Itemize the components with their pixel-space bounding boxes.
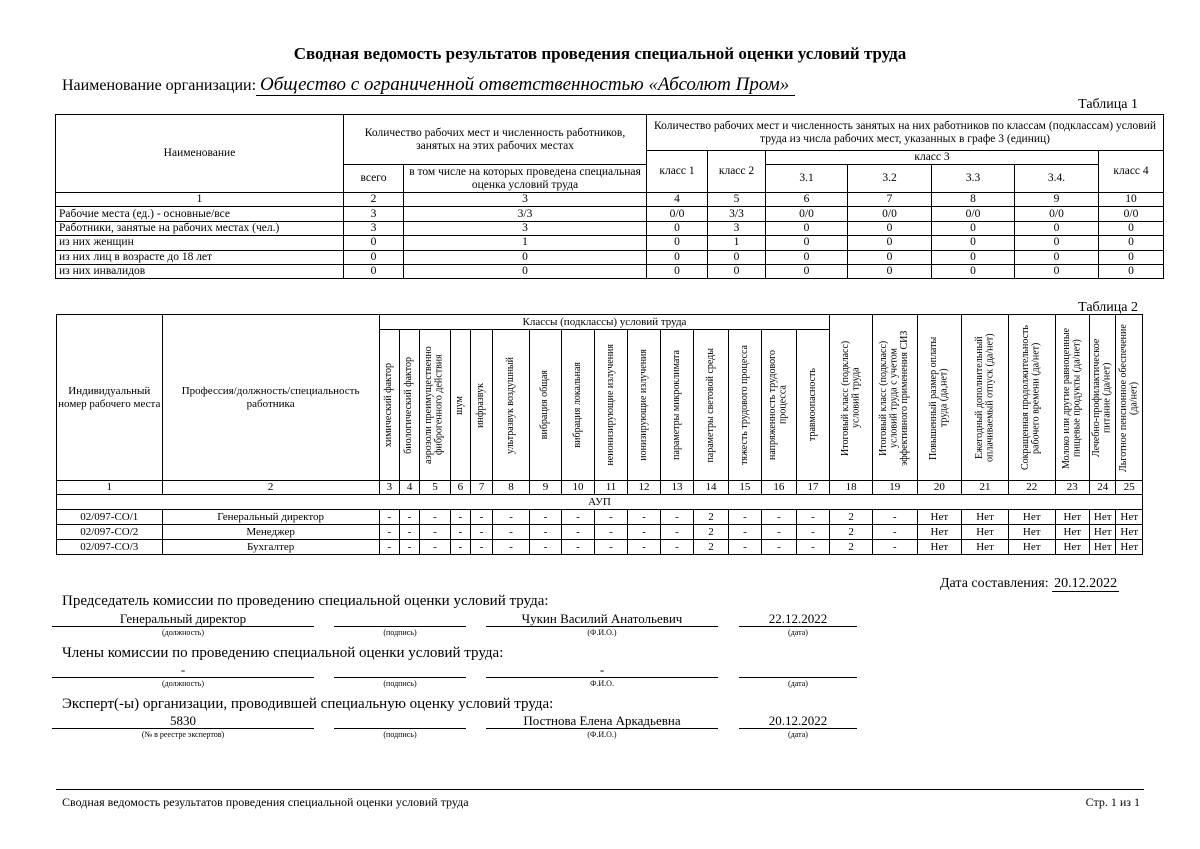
t2-column-number: 5 [420, 481, 450, 495]
members-name: - [486, 662, 718, 678]
t2-column-number: 13 [660, 481, 693, 495]
t2-column-number: 7 [470, 481, 492, 495]
t1-cell: 0 [1099, 250, 1164, 264]
t2-cell: - [628, 510, 660, 525]
t2-cell: Нет [962, 525, 1009, 540]
t1-cell: 0 [647, 250, 708, 264]
t2-cell: - [529, 525, 561, 540]
chair-heading: Председатель комиссии по проведению специальной оценки условий труда: [62, 593, 549, 609]
t1-cell: 0 [932, 250, 1015, 264]
t2-column-number: 4 [399, 481, 419, 495]
t2-header-extra-1: Итоговый класс (подкласс) условий труда [830, 315, 873, 481]
t2-column-number: 9 [529, 481, 561, 495]
compiled-date-value: 20.12.2022 [1054, 576, 1118, 591]
t2-cell: - [660, 525, 693, 540]
t2-header-factor: напряженность трудового процесса [762, 330, 797, 481]
t2-table-row [57, 510, 1143, 525]
members-cap-sign: (подпись) [383, 679, 417, 688]
t2-cell: - [420, 540, 450, 555]
t2-cell: - [594, 510, 627, 525]
t2-column-number: 16 [762, 481, 797, 495]
expert-reg-no: 5830 [52, 713, 314, 729]
t1-cell: 3 [708, 221, 766, 235]
t2-cell: Нет [1008, 540, 1055, 555]
t1-cell: 3 [344, 207, 404, 221]
t2-cell: - [728, 510, 761, 525]
t2-header-id: Индивидуальный номер рабочего места [57, 315, 163, 481]
t1-cell: 0 [708, 264, 766, 278]
t1-cell: 0 [1015, 221, 1099, 235]
t1-cell: 0/0 [932, 207, 1015, 221]
t2-column-number: 3 [379, 481, 399, 495]
t1-cell: 0 [647, 221, 708, 235]
t2-cell: - [628, 540, 660, 555]
t2-workplace-id: 02/097-СО/1 [57, 510, 163, 525]
t1-cell: 0/0 [766, 207, 848, 221]
t2-column-number: 25 [1116, 481, 1143, 495]
t2-column-number: 21 [962, 481, 1009, 495]
t1-cell: 0/0 [1015, 207, 1099, 221]
t2-cell: - [796, 510, 830, 525]
expert-signature [334, 713, 466, 729]
t1-cell: 0 [848, 250, 932, 264]
t2-column-number: 2 [162, 481, 379, 495]
t1-header-3-4: 3.4. [1015, 165, 1099, 193]
compiled-date [940, 576, 1119, 592]
t2-profession: Генеральный директор [162, 510, 379, 525]
t1-column-number: 6 [766, 193, 848, 207]
t2-cell: Нет [917, 525, 962, 540]
t2-header-factor: вибрация локальная [562, 330, 594, 481]
t1-column-number: 2 [344, 193, 404, 207]
t2-header-factor: неионизирующие излучения [594, 330, 627, 481]
t1-cell: 0 [1015, 236, 1099, 250]
members-position: - [52, 662, 314, 678]
expert-heading: Эксперт(-ы) организации, проводившей специальную оценку условий труда: [62, 696, 554, 712]
t2-cell: Нет [917, 540, 962, 555]
t2-workplace-id: 02/097-СО/2 [57, 525, 163, 540]
t2-header-factor: травмоопасность [796, 330, 830, 481]
t1-column-number: 8 [932, 193, 1015, 207]
members-date [739, 662, 857, 678]
t1-cell: 0 [932, 236, 1015, 250]
t1-row-label: из них женщин [56, 236, 344, 250]
t2-header-factor: ультразвук воздушный [493, 330, 530, 481]
t2-header-factor: тяжесть трудового процесса [728, 330, 761, 481]
t2-cell: - [594, 540, 627, 555]
t1-header-count: Количество рабочих мест и численность работников, занятых на этих рабочих местах [344, 115, 647, 165]
t2-cell: - [493, 510, 530, 525]
t2-header-factor: параметры микроклимата [660, 330, 693, 481]
t2-cell: 2 [830, 525, 873, 540]
t2-cell: - [872, 540, 917, 555]
t2-column-number: 24 [1090, 481, 1116, 495]
compiled-date-label: Дата составления: [940, 576, 1049, 591]
t2-cell: - [450, 525, 470, 540]
t1-cell: 1 [708, 236, 766, 250]
chair-cap-position: (должность) [162, 628, 204, 637]
expert-date: 20.12.2022 [739, 713, 857, 729]
t1-cell: 0/0 [647, 207, 708, 221]
t2-column-number: 6 [450, 481, 470, 495]
expert-name: Постнова Елена Аркадьевна [486, 713, 718, 729]
workplaces-table [56, 314, 1143, 555]
t1-cell: 1 [404, 236, 647, 250]
chair-position: Генеральный директор [52, 611, 314, 627]
t1-column-number: 3 [404, 193, 647, 207]
t2-cell: 2 [830, 510, 873, 525]
t2-cell: 2 [694, 540, 729, 555]
t1-cell: 0 [1099, 236, 1164, 250]
t2-cell: - [450, 540, 470, 555]
t2-cell: - [628, 525, 660, 540]
t2-cell: - [529, 510, 561, 525]
t2-workplace-id: 02/097-СО/3 [57, 540, 163, 555]
t2-cell: Нет [1008, 525, 1055, 540]
t1-cell: 0/0 [1099, 207, 1164, 221]
t2-header-factor: инфразвук [470, 330, 492, 481]
chair-name: Чукин Василий Анатольевич [486, 611, 718, 627]
t2-header-factor: химический фактор [379, 330, 399, 481]
t1-column-number: 1 [56, 193, 344, 207]
t2-cell: - [379, 510, 399, 525]
t2-cell: Нет [1055, 525, 1090, 540]
t2-header-extra-7: Лечебно-профилактическое питание (да/нет) [1090, 315, 1116, 481]
t1-cell: 0 [932, 221, 1015, 235]
t1-cell: 0 [708, 250, 766, 264]
t2-header-extra-8: Льготное пенсионное обеспечение (да/нет) [1116, 315, 1143, 481]
t2-header-factor: вибрация общая [529, 330, 561, 481]
page-number: Стр. 1 из 1 [1085, 795, 1140, 809]
t2-column-number: 23 [1055, 481, 1090, 495]
t1-column-number: 9 [1015, 193, 1099, 207]
t2-cell: - [660, 540, 693, 555]
t2-cell: 2 [694, 510, 729, 525]
expert-cap-date: (дата) [788, 730, 808, 739]
t2-cell: - [493, 540, 530, 555]
t2-cell: - [594, 525, 627, 540]
t2-cell: - [728, 525, 761, 540]
t1-cell: 0 [647, 236, 708, 250]
t1-cell: 0 [848, 221, 932, 235]
t1-column-number: 5 [708, 193, 766, 207]
t2-header-extra-3: Повышенный размер оплаты труда (да,нет) [917, 315, 962, 481]
t2-cell: - [399, 510, 419, 525]
t2-cell: - [562, 540, 594, 555]
page-title: Сводная ведомость результатов проведения специальной оценки условий труда [293, 44, 907, 63]
t1-cell: 0 [1099, 264, 1164, 278]
t1-cell: 0 [848, 264, 932, 278]
t1-cell: 0 [766, 264, 848, 278]
t2-cell: - [470, 540, 492, 555]
t2-cell: 2 [830, 540, 873, 555]
t2-cell: - [562, 525, 594, 540]
t2-cell: - [379, 540, 399, 555]
t2-column-number: 14 [694, 481, 729, 495]
t2-cell: - [872, 510, 917, 525]
t1-header-3-3: 3.3 [932, 165, 1015, 193]
t2-column-number: 12 [628, 481, 660, 495]
t2-cell: Нет [1055, 510, 1090, 525]
t2-header-extra-6: Молоко или другие равноценные пищевые продукты (да/нет) [1055, 315, 1090, 481]
t2-column-number: 18 [830, 481, 873, 495]
t2-cell: - [762, 510, 797, 525]
t1-cell: 3 [344, 221, 404, 235]
t1-table-row [56, 236, 1164, 250]
t2-cell: - [420, 525, 450, 540]
table2-caption: Таблица 2 [1078, 300, 1138, 315]
t2-table-row [57, 540, 1143, 555]
t1-cell: 0 [766, 221, 848, 235]
t2-column-number: 19 [872, 481, 917, 495]
t1-cell: 0 [932, 264, 1015, 278]
t2-group-row: АУП [57, 495, 1143, 510]
t2-cell: - [728, 540, 761, 555]
t1-header-class2: класс 2 [708, 151, 766, 193]
t2-header-classes: Классы (подклассы) условий труда [379, 315, 830, 330]
t1-header-assessed: в том числе на которых проведена специальная оценка условий труда [404, 165, 647, 193]
t1-cell: 3/3 [708, 207, 766, 221]
t2-column-number: 15 [728, 481, 761, 495]
t2-cell: - [420, 510, 450, 525]
t2-cell: Нет [1090, 510, 1116, 525]
t1-header-classes: Количество рабочих мест и численность занятых на них работников по классам (подклассам) условий труда из числа рабочих мест, указанных в графе 3 (единиц) [647, 115, 1164, 151]
t1-cell: 0 [344, 250, 404, 264]
t2-cell: - [399, 540, 419, 555]
t1-cell: 0 [766, 250, 848, 264]
t2-header-factor: аэрозоли преимущественно фиброгенного действия [420, 330, 450, 481]
t1-cell: 0 [1015, 250, 1099, 264]
t2-cell: - [796, 540, 830, 555]
members-cap-position: (должность) [162, 679, 204, 688]
chair-signature [334, 611, 466, 627]
t1-cell: 0 [647, 264, 708, 278]
t1-table-row [56, 221, 1164, 235]
t2-cell: - [470, 525, 492, 540]
t1-table-row [56, 264, 1164, 278]
t1-header-class4: класс 4 [1099, 151, 1164, 193]
t1-cell: 3 [404, 221, 647, 235]
organization-line [62, 74, 795, 96]
t2-cell: - [660, 510, 693, 525]
t2-cell: - [762, 540, 797, 555]
chair-cap-date: (дата) [788, 628, 808, 637]
t1-cell: 0 [848, 236, 932, 250]
t1-cell: 0 [766, 236, 848, 250]
t2-cell: Нет [1055, 540, 1090, 555]
t2-header-extra-4: Ежегодный дополнительный оплачиваемый отпуск (да/нет) [962, 315, 1009, 481]
t1-cell: 0 [1099, 221, 1164, 235]
t1-header-name: Наименование [56, 115, 344, 193]
members-signature [334, 662, 466, 678]
t1-cell: 0 [404, 250, 647, 264]
t2-cell: 2 [694, 525, 729, 540]
t2-cell: - [450, 510, 470, 525]
organization-label: Наименование организации: [62, 77, 257, 94]
t1-header-3-2: 3.2 [848, 165, 932, 193]
summary-table [55, 114, 1164, 279]
t1-cell: 0 [344, 264, 404, 278]
t2-cell: - [493, 525, 530, 540]
table1-caption: Таблица 1 [1078, 97, 1138, 112]
t1-table-row [56, 207, 1164, 221]
t1-row-label: из них инвалидов [56, 264, 344, 278]
t1-row-label: Рабочие места (ед.) - основные/все [56, 207, 344, 221]
t1-row-label: Работники, занятые на рабочих местах (чел.) [56, 221, 344, 235]
t1-header-3-1: 3.1 [766, 165, 848, 193]
t2-cell: - [872, 525, 917, 540]
t1-cell: 0 [404, 264, 647, 278]
expert-cap-sign: (подпись) [383, 730, 417, 739]
t1-column-number: 7 [848, 193, 932, 207]
t2-cell: Нет [1008, 510, 1055, 525]
expert-cap-reg: (№ в реестре экспертов) [141, 730, 225, 739]
t2-cell: - [399, 525, 419, 540]
t2-cell: - [379, 525, 399, 540]
t2-cell: Нет [1116, 525, 1143, 540]
organization-name: Общество с ограниченной ответственностью «Абсолют Пром» [256, 74, 795, 96]
t2-column-number: 11 [594, 481, 627, 495]
t2-column-number: 20 [917, 481, 962, 495]
t2-header-factor: параметры световой среды [694, 330, 729, 481]
t2-column-number: 10 [562, 481, 594, 495]
members-cap-name: Ф.И.О. [590, 679, 614, 688]
t2-cell: Нет [1116, 540, 1143, 555]
t1-cell: 0 [1015, 264, 1099, 278]
t2-header-profession: Профессия/должность/специальность работника [162, 315, 379, 481]
t2-header-factor: ионизирующие излучения [628, 330, 660, 481]
t2-table-row [57, 525, 1143, 540]
t1-cell: 3/3 [404, 207, 647, 221]
footer-divider [56, 789, 1144, 790]
t2-cell: Нет [962, 540, 1009, 555]
t2-column-number: 17 [796, 481, 830, 495]
chair-cap-sign: (подпись) [383, 628, 417, 637]
t1-header-total: всего [344, 165, 404, 193]
t1-cell: 0/0 [848, 207, 932, 221]
t2-column-number: 22 [1008, 481, 1055, 495]
t2-cell: Нет [1090, 540, 1116, 555]
t2-cell: - [529, 540, 561, 555]
t2-cell: Нет [962, 510, 1009, 525]
t2-cell: - [562, 510, 594, 525]
chair-date: 22.12.2022 [739, 611, 857, 627]
t1-table-row [56, 250, 1164, 264]
t2-header-extra-5: Сокращенная продолжительность рабочего времени (да/нет) [1008, 315, 1055, 481]
expert-cap-name: (Ф.И.О.) [587, 730, 617, 739]
t2-column-number: 8 [493, 481, 530, 495]
t2-cell: - [470, 510, 492, 525]
t2-cell: - [762, 525, 797, 540]
t1-column-number: 4 [647, 193, 708, 207]
t2-cell: Нет [1116, 510, 1143, 525]
t2-cell: - [796, 525, 830, 540]
t2-header-factor: биологический фактор [399, 330, 419, 481]
t2-profession: Менеджер [162, 525, 379, 540]
footer-text: Сводная ведомость результатов проведения специальной оценки условий труда [62, 795, 469, 809]
t2-profession: Бухгалтер [162, 540, 379, 555]
t2-header-factor: шум [450, 330, 470, 481]
members-cap-date: (дата) [788, 679, 808, 688]
t1-column-number: 10 [1099, 193, 1164, 207]
t2-cell: Нет [917, 510, 962, 525]
t1-row-label: из них лиц в возрасте до 18 лет [56, 250, 344, 264]
members-heading: Члены комиссии по проведению специальной оценки условий труда: [62, 645, 504, 661]
t1-header-class3: класс 3 [766, 151, 1099, 165]
t1-header-class1: класс 1 [647, 151, 708, 193]
chair-cap-name: (Ф.И.О.) [587, 628, 617, 637]
t2-header-extra-2: Итоговый класс (подкласс) условий труда с учетом эффективного применения СИЗ [872, 315, 917, 481]
t2-column-number: 1 [57, 481, 163, 495]
t2-cell: Нет [1090, 525, 1116, 540]
t1-cell: 0 [344, 236, 404, 250]
